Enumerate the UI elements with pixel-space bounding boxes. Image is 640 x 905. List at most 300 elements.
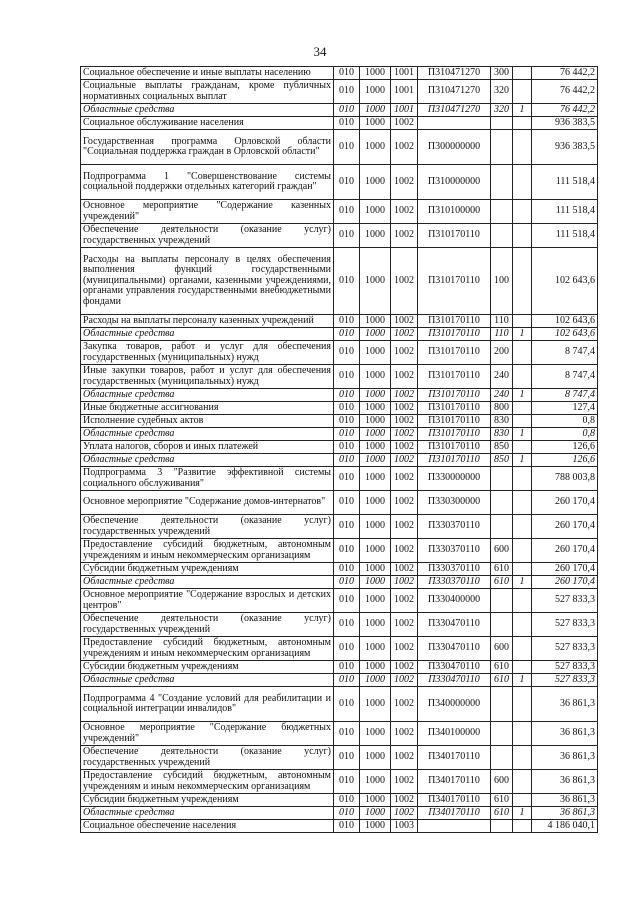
row-fund: 1 [513,328,532,341]
row-amount: 8 747,4 [532,389,598,402]
row-csr: П310170110 [418,415,491,428]
row-csr: П310170110 [418,341,491,365]
row-amount: 126,6 [532,454,598,467]
row-podr: 1002 [391,770,418,794]
row-fund [513,746,532,770]
row-razd: 1000 [360,328,391,341]
row-fund [513,613,532,637]
row-csr: П310170110 [418,402,491,415]
row-csr: П330470110 [418,661,491,674]
row-razd: 1000 [360,130,391,165]
row-podr: 1002 [391,589,418,613]
table-row [81,613,598,637]
row-podr: 1002 [391,315,418,328]
row-vr: 830 [491,415,513,428]
row-vr [491,130,513,165]
row-vr: 850 [491,454,513,467]
row-csr: П330400000 [418,589,491,613]
row-gr: 010 [334,539,360,563]
row-name: Субсидии бюджетным учреждениям [81,563,334,576]
table-row [81,722,598,746]
row-razd: 1000 [360,674,391,687]
table-row [81,428,598,441]
row-razd: 1000 [360,576,391,589]
row-fund [513,491,532,515]
row-razd: 1000 [360,80,391,104]
row-gr: 010 [334,661,360,674]
row-podr: 1002 [391,130,418,165]
row-vr [491,722,513,746]
row-fund: 1 [513,674,532,687]
row-name: Основное мероприятие "Содержание казенных учреждений" [81,200,334,224]
row-fund [513,539,532,563]
row-name: Иные закупки товаров, работ и услуг для обеспечения государственных (муниципальных) нужд [81,365,334,389]
table-row [81,441,598,454]
row-vr: 240 [491,389,513,402]
row-csr: П330370110 [418,515,491,539]
row-podr: 1002 [391,674,418,687]
table-row [81,67,598,80]
table-row [81,117,598,130]
row-name: Исполнение судебных актов [81,415,334,428]
row-amount: 36 861,3 [532,807,598,820]
row-gr: 010 [334,130,360,165]
table-row [81,365,598,389]
row-podr: 1002 [391,563,418,576]
row-name: Областные средства [81,576,334,589]
row-podr: 1002 [391,165,418,200]
row-csr: П310170110 [418,389,491,402]
row-amount: 111 518,4 [532,224,598,248]
row-csr: П330370110 [418,539,491,563]
row-razd: 1000 [360,539,391,563]
row-amount: 788 003,8 [532,467,598,491]
row-name: Расходы на выплаты персоналу казенных учреждений [81,315,334,328]
row-vr [491,491,513,515]
row-podr: 1002 [391,117,418,130]
table-row [81,389,598,402]
row-amount: 127,4 [532,402,598,415]
row-vr: 600 [491,539,513,563]
row-name: Уплата налогов, сборов и иных платежей [81,441,334,454]
table-row [81,467,598,491]
row-gr: 010 [334,746,360,770]
row-csr: П330000000 [418,467,491,491]
row-podr: 1002 [391,746,418,770]
table-row [81,770,598,794]
row-name: Основное мероприятие "Содержание бюджетных учреждений" [81,722,334,746]
row-amount: 527 833,3 [532,661,598,674]
row-amount: 111 518,4 [532,200,598,224]
row-podr: 1002 [391,224,418,248]
table-row [81,807,598,820]
table-row [81,576,598,589]
row-fund [513,637,532,661]
row-csr: П330470110 [418,674,491,687]
row-gr: 010 [334,328,360,341]
row-fund [513,341,532,365]
row-fund [513,770,532,794]
row-vr [491,746,513,770]
row-fund [513,415,532,428]
row-amount: 260 170,4 [532,563,598,576]
table-row [81,687,598,722]
row-name: Предоставление субсидий бюджетным, автономным учреждениям и иным некоммерческим организациям [81,770,334,794]
row-amount: 4 186 040,1 [532,820,598,833]
row-fund [513,224,532,248]
row-gr: 010 [334,722,360,746]
row-name: Социальное обеспечение и иные выплаты населению [81,67,334,80]
row-podr: 1002 [391,722,418,746]
row-amount: 102 643,6 [532,248,598,315]
row-amount: 260 170,4 [532,491,598,515]
row-fund: 1 [513,454,532,467]
row-vr: 610 [491,794,513,807]
row-fund [513,661,532,674]
row-amount: 36 861,3 [532,794,598,807]
row-vr: 110 [491,328,513,341]
row-vr: 850 [491,441,513,454]
table-row [81,200,598,224]
row-razd: 1000 [360,794,391,807]
row-razd: 1000 [360,200,391,224]
table-row [81,248,598,315]
row-razd: 1000 [360,415,391,428]
row-gr: 010 [334,589,360,613]
row-name: Областные средства [81,674,334,687]
row-csr: П310170110 [418,328,491,341]
table-row [81,328,598,341]
row-csr: П310170110 [418,454,491,467]
row-podr: 1002 [391,807,418,820]
row-podr: 1002 [391,576,418,589]
table-row [81,104,598,117]
row-gr: 010 [334,428,360,441]
row-fund [513,402,532,415]
row-csr: П330470110 [418,637,491,661]
row-vr: 320 [491,104,513,117]
row-fund [513,722,532,746]
table-row [81,224,598,248]
row-vr [491,467,513,491]
row-razd: 1000 [360,589,391,613]
row-csr: П310471270 [418,67,491,80]
table-row [81,341,598,365]
row-gr: 010 [334,415,360,428]
table-row [81,515,598,539]
row-name: Областные средства [81,428,334,441]
row-podr: 1002 [391,428,418,441]
row-fund [513,248,532,315]
row-csr: П310471270 [418,80,491,104]
row-fund [513,794,532,807]
row-fund [513,365,532,389]
row-csr: П310000000 [418,165,491,200]
row-gr: 010 [334,104,360,117]
row-csr: П310170110 [418,441,491,454]
row-podr: 1001 [391,80,418,104]
table-row [81,415,598,428]
table-row [81,315,598,328]
row-razd: 1000 [360,820,391,833]
row-razd: 1000 [360,454,391,467]
row-csr: П340170110 [418,746,491,770]
row-csr: П340170110 [418,794,491,807]
row-razd: 1000 [360,67,391,80]
row-gr: 010 [334,674,360,687]
row-fund [513,200,532,224]
row-csr: П340100000 [418,722,491,746]
table-row [81,491,598,515]
row-vr: 300 [491,67,513,80]
row-amount: 0,8 [532,428,598,441]
row-gr: 010 [334,80,360,104]
row-razd: 1000 [360,746,391,770]
row-gr: 010 [334,515,360,539]
row-name: Областные средства [81,454,334,467]
row-razd: 1000 [360,613,391,637]
row-amount: 8 747,4 [532,365,598,389]
row-name: Подпрограмма 1 "Совершенствование системы социальной поддержки отдельных категорий граждан" [81,165,334,200]
table-row [81,80,598,104]
row-amount: 0,8 [532,415,598,428]
row-gr: 010 [334,441,360,454]
row-fund [513,563,532,576]
row-fund: 1 [513,576,532,589]
row-gr: 010 [334,563,360,576]
row-podr: 1002 [391,539,418,563]
row-vr: 610 [491,576,513,589]
row-podr: 1002 [391,441,418,454]
row-razd: 1000 [360,365,391,389]
row-razd: 1000 [360,515,391,539]
row-fund [513,589,532,613]
row-csr: П310471270 [418,104,491,117]
row-csr: П310170110 [418,248,491,315]
row-razd: 1000 [360,661,391,674]
row-fund [513,515,532,539]
row-razd: 1000 [360,104,391,117]
row-podr: 1002 [391,467,418,491]
row-csr: П310170110 [418,428,491,441]
row-vr [491,165,513,200]
row-name: Предоставление субсидий бюджетным, автономным учреждениям и иным некоммерческим организациям [81,539,334,563]
row-csr: П330370110 [418,576,491,589]
row-razd: 1000 [360,402,391,415]
row-razd: 1000 [360,224,391,248]
row-razd: 1000 [360,770,391,794]
row-fund [513,130,532,165]
row-gr: 010 [334,315,360,328]
row-amount: 527 833,3 [532,674,598,687]
row-name: Областные средства [81,104,334,117]
row-amount: 76 442,2 [532,67,598,80]
row-podr: 1003 [391,820,418,833]
row-fund [513,165,532,200]
row-name: Расходы на выплаты персоналу в целях обеспечения выполнения функций государственными (муниципальными) органами, казенными учреждениями, органами управления государственными внебюджетными фондами [81,248,334,315]
row-razd: 1000 [360,563,391,576]
table-row [81,794,598,807]
row-podr: 1002 [391,402,418,415]
row-gr: 010 [334,576,360,589]
row-name: Подпрограмма 3 "Развитие эффективной системы социального обслуживания" [81,467,334,491]
row-fund [513,117,532,130]
row-amount: 36 861,3 [532,687,598,722]
row-gr: 010 [334,402,360,415]
row-name: Подпрограмма 4 "Создание условий для реабилитации и социальной интеграции инвалидов" [81,687,334,722]
table-row [81,402,598,415]
row-vr [491,820,513,833]
row-amount: 111 518,4 [532,165,598,200]
table-row [81,820,598,833]
row-vr: 200 [491,341,513,365]
row-razd: 1000 [360,491,391,515]
row-gr: 010 [334,491,360,515]
row-vr: 600 [491,637,513,661]
row-amount: 260 170,4 [532,539,598,563]
row-fund [513,315,532,328]
row-gr: 010 [334,365,360,389]
row-vr: 830 [491,428,513,441]
row-vr: 240 [491,365,513,389]
row-vr: 600 [491,770,513,794]
row-razd: 1000 [360,722,391,746]
table-row [81,165,598,200]
row-vr [491,589,513,613]
row-podr: 1002 [391,661,418,674]
row-vr: 610 [491,661,513,674]
table-row [81,454,598,467]
row-razd: 1000 [360,315,391,328]
row-gr: 010 [334,770,360,794]
row-gr: 010 [334,200,360,224]
row-podr: 1002 [391,200,418,224]
row-vr: 110 [491,315,513,328]
budget-table [80,66,598,833]
row-amount: 260 170,4 [532,576,598,589]
row-csr: П310170110 [418,365,491,389]
row-fund [513,467,532,491]
row-gr: 010 [334,165,360,200]
row-fund: 1 [513,428,532,441]
row-gr: 010 [334,248,360,315]
row-razd: 1000 [360,467,391,491]
row-razd: 1000 [360,248,391,315]
row-podr: 1002 [391,454,418,467]
row-csr: П330300000 [418,491,491,515]
row-name: Закупка товаров, работ и услуг для обеспечения государственных (муниципальных) нужд [81,341,334,365]
row-amount: 527 833,3 [532,589,598,613]
table-row [81,130,598,165]
row-podr: 1002 [391,515,418,539]
row-csr: П300000000 [418,130,491,165]
row-razd: 1000 [360,441,391,454]
row-vr: 800 [491,402,513,415]
table-row [81,539,598,563]
row-name: Социальные выплаты гражданам, кроме публичных нормативных социальных выплат [81,80,334,104]
row-razd: 1000 [360,117,391,130]
row-gr: 010 [334,613,360,637]
row-gr: 010 [334,389,360,402]
row-razd: 1000 [360,807,391,820]
table-row [81,746,598,770]
row-vr [491,200,513,224]
row-podr: 1002 [391,794,418,807]
row-name: Социальное обслуживание населения [81,117,334,130]
row-podr: 1002 [391,389,418,402]
row-name: Областные средства [81,328,334,341]
row-name: Областные средства [81,389,334,402]
row-podr: 1002 [391,365,418,389]
row-name: Обеспечение деятельности (оказание услуг) государственных учреждений [81,224,334,248]
row-gr: 010 [334,341,360,365]
row-vr: 100 [491,248,513,315]
row-amount: 36 861,3 [532,746,598,770]
row-razd: 1000 [360,165,391,200]
row-fund: 1 [513,104,532,117]
row-name: Обеспечение деятельности (оказание услуг) государственных учреждений [81,515,334,539]
row-vr: 610 [491,674,513,687]
row-gr: 010 [334,224,360,248]
row-podr: 1002 [391,687,418,722]
row-csr [418,820,491,833]
row-fund [513,820,532,833]
row-csr: П330370110 [418,563,491,576]
row-razd: 1000 [360,637,391,661]
row-amount: 527 833,3 [532,637,598,661]
row-vr [491,687,513,722]
row-name: Обеспечение деятельности (оказание услуг) государственных учреждений [81,746,334,770]
row-vr [491,613,513,637]
row-amount: 102 643,6 [532,315,598,328]
row-name: Основное мероприятие "Содержание домов-интернатов" [81,491,334,515]
row-gr: 010 [334,467,360,491]
table-row [81,637,598,661]
row-vr: 320 [491,80,513,104]
row-podr: 1001 [391,67,418,80]
row-amount: 936 383,5 [532,117,598,130]
row-name: Социальное обеспечение населения [81,820,334,833]
row-name: Предоставление субсидий бюджетным, автономным учреждениям и иным некоммерческим организациям [81,637,334,661]
row-amount: 36 861,3 [532,770,598,794]
row-gr: 010 [334,67,360,80]
row-gr: 010 [334,820,360,833]
page-number: 34 [313,44,327,59]
row-gr: 010 [334,117,360,130]
row-razd: 1000 [360,389,391,402]
row-name: Обеспечение деятельности (оказание услуг) государственных учреждений [81,613,334,637]
row-podr: 1002 [391,637,418,661]
table-row [81,589,598,613]
row-name: Государственная программа Орловской области "Социальная поддержка граждан в Орловской области" [81,130,334,165]
row-name: Иные бюджетные ассигнования [81,402,334,415]
row-podr: 1002 [391,328,418,341]
row-fund [513,687,532,722]
row-csr: П340000000 [418,687,491,722]
table-row [81,563,598,576]
row-csr: П310170110 [418,224,491,248]
row-podr: 1002 [391,248,418,315]
row-name: Субсидии бюджетным учреждениям [81,661,334,674]
row-csr [418,117,491,130]
row-gr: 010 [334,454,360,467]
row-amount: 36 861,3 [532,722,598,746]
row-name: Областные средства [81,807,334,820]
row-amount: 76 442,2 [532,80,598,104]
row-csr: П340170110 [418,770,491,794]
row-fund [513,441,532,454]
row-fund: 1 [513,389,532,402]
